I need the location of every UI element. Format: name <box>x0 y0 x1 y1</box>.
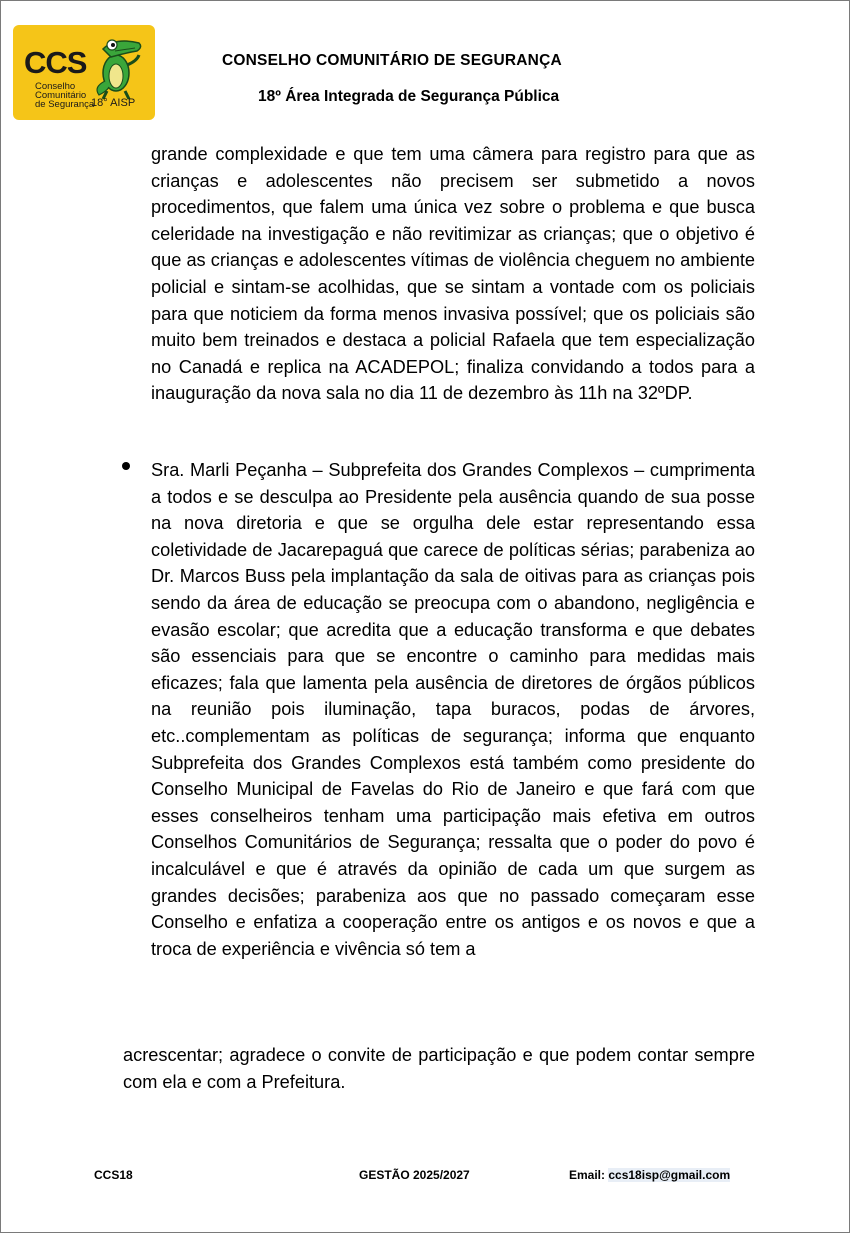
logo-abbr: CCS <box>24 45 87 80</box>
header-subtitle: 18º Área Integrada de Segurança Pública <box>258 88 560 105</box>
logo-line-1: Conselho <box>35 81 76 92</box>
body-paragraph-1: grande complexidade e que tem uma câmera para registro para que as crianças e adolescentes não precisem ser submetido a novos procedimentos, que falem uma única vez sobre o problema e que busca celeridade na investigação e não revitimizar as crianças; que o objetivo é que as crianças e adolescentes vítimas de violência cheguem no ambiente policial e sintam-se acolhidas, que se sintam a vontade com os policiais para que noticiem da forma menos invasiva possível; que os policiais são muito bem treinados e destaca a policial Rafaela que tem especialização no Canadá e replica na ACADEPOL; finaliza convidando a todos para a inauguração da nova sala no dia 11 de dezembro às 11h na 32ºDP. <box>151 144 755 404</box>
ccs-logo <box>13 25 155 120</box>
logo-line-3: de Segurança <box>35 99 95 110</box>
logo-aisp: 18° AISP <box>91 97 136 109</box>
logo-line-2: Comunitário <box>35 90 87 101</box>
footer-email-label: Email: <box>569 1168 606 1182</box>
alligator-mascot-icon <box>85 31 147 101</box>
footer-center: GESTÃO 2025/2027 <box>359 1168 470 1182</box>
footer-email-address[interactable]: ccs18isp@gmail.com <box>608 1168 731 1182</box>
body-paragraph-3: acrescentar; agradece o convite de participação e que podem contar sempre com ela e com a Prefeitura. <box>123 1045 755 1092</box>
bullet-icon <box>122 462 130 470</box>
header-title: CONSELHO COMUNITÁRIO DE SEGURANÇA <box>222 52 562 69</box>
body-paragraph-2: Sra. Marli Peçanha – Subprefeita dos Grandes Complexos – cumprimenta a todos e se desculpa ao Presidente pela ausência quando de sua posse na nova diretoria e que se orgulha dele estar representando essa coletividade de Jacarepaguá que carece de políticas sérias; parabeniza ao Dr. Marcos Buss pela implantação da sala de oitivas para as crianças pois sendo da área de educação se preocupa com o abandono, negligência e evasão escolar; que acredita que a educação transforma e que debates são essenciais para que se encontre o caminho para medidas mais eficazes; fala que lamenta pela ausência de diretores de órgãos públicos na reunião pois iluminação, tapa buracos, podas de árvores, etc..complementam as políticas de segurança; informa que enquanto Subprefeita dos Grandes Complexos está também como presidente do Conselho Municipal de Favelas do Rio de Janeiro e que fará com que esses conselheiros tenham uma participação mais efetiva em outros Conselhos Comunitários de Segurança; ressalta que o poder do povo é incalculável e que é através da opinião de cada um que surgem as grandes decisões; parabeniza aos que no passado começaram esse Conselho e enfatiza a cooperação entre os antigos e os novos e que a troca de experiência e vivência só tem a <box>151 460 755 959</box>
footer-email <box>569 1168 730 1182</box>
footer-left: CCS18 <box>94 1168 133 1182</box>
